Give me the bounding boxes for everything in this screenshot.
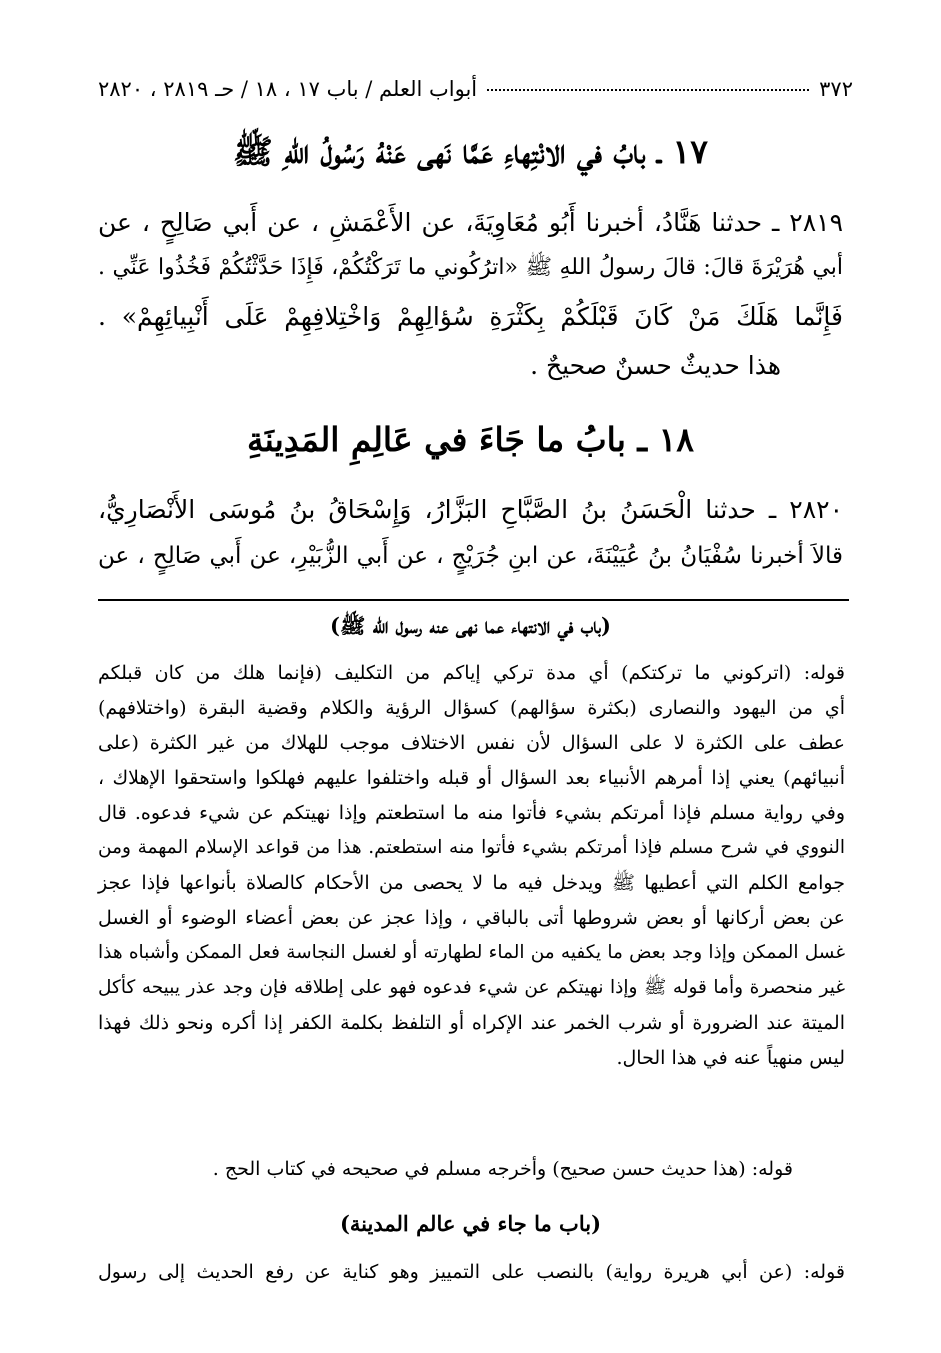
commentary-line: قوله: (عن أبي هريرة رواية) بالنصب على التمييز وهو كناية عن رفع الحديث إلى رسول <box>98 1261 845 1283</box>
header-dot-leader <box>487 88 809 91</box>
running-header <box>98 72 853 106</box>
page-number: ٣٧٢ <box>819 77 853 101</box>
commentary-heading-17: (باب في الانتهاء عما نهى عنه رسول الله ﷺ) <box>330 613 611 638</box>
hadith-2819-line: فَإِنَّما هَلَكَ مَنْ كَانَ قَبْلَكُمْ بِكَثْرَةِ سُؤالِهِمْ وَاخْتِلافِهِمْ عَلَى أَنْبِيائِهِمْ» . <box>98 302 843 331</box>
commentary-line: عن بعض أركانها أو بعض شروطها أتى بالباقي ، وإذا عجز عن بعض أعضاء الوضوء أو الغسل <box>98 907 845 929</box>
chapter-17-title: ١٧ ـ بابُ في الانْتِهاءِ عَمَّا نَهى عَنْهُ رَسُولُ اللهِ ﷺ <box>233 132 708 171</box>
commentary-line: جوامع الكلم التي أعطيها ﷺ ويدخل فيه ما لا يحصى من الأحكام كالصلاة بأنواعها فإذا عجز <box>98 872 845 894</box>
commentary-line: غير منحصرة وأما قوله ﷺ وإذا نهيتكم عن شيء فدعوه فهو على إطلاقه فإن وجد عذر يبيحه كأكل <box>98 977 845 998</box>
running-title: أبواب العلم / باب ١٧ ، ١٨ / حـ ٢٨١٩ ، ٢٨٢٠ <box>98 77 478 101</box>
commentary-line: الميتة عند الضرورة أو شرب الخمر عند الإكراه أو التلفظ بكلمة الكفر إذا أكره ونحو ذلك فهذا <box>98 1012 845 1034</box>
commentary-heading-18: (باب ما جاء في عالم المدينة) <box>339 1211 602 1236</box>
hadith-2820-line: قالاَ أخبرنا سُفْيَانُ بنُ عُيَيْنَةَ، عن ابنِ جُرَيْجٍ ، عن أَبي الزُّبَيْرِ، عن أَبي صَالِحٍ ، عن <box>98 543 843 569</box>
commentary-line: أنبيائهم) يعني إذا أمرهم الأنبياء بعد السؤال أو قبله واختلفوا عليهم فهلكوا واستحقوا الإهلاك ، <box>98 767 845 789</box>
commentary-line: غسل الممكن وإذا وجد بعض ما يكفيه من الماء لطهارته أو لغسل النجاسة فعل الممكن وأشباه هذا <box>98 942 845 963</box>
hadith-2820-line: ٢٨٢٠ ـ حدثنا الْحَسَنُ بنُ الصَّبَّاحِ البَزَّارُ، وَإِسْحَاقُ بنُ مُوسَى الأَنْصَارِيُّ، <box>98 495 843 524</box>
hadith-2819-grading: هذا حديثٌ حسنٌ صحيحٌ . <box>530 351 781 380</box>
chapter-18-title: ١٨ ـ بابُ ما جَاءَ في عَالِمِ المَدِينَةِ <box>246 420 695 459</box>
hadith-2819-line: أبي هُرَيْرَةَ قالَ: قالَ رسولُ اللهِ ﷺ «اترُكُوني ما تَرَكْتُكُمْ، فَإِذَا حَدَّثْتُكُمْ فَخُذُوا عَنِّي . <box>98 255 843 280</box>
commentary-line: عطف على الكثرة لا على السؤال لأن نفس الاختلاف موجب للهلاك من غير الكثرة (على <box>98 732 845 754</box>
commentary-line: ليس منهياً عنه في هذا الحال. <box>616 1047 845 1069</box>
commentary-grading-note: قوله: (هذا حديث حسن صحيح) وأخرجه مسلم في صحيحه في كتاب الحج . <box>212 1158 793 1180</box>
footnote-separator <box>98 599 849 601</box>
hadith-2819-line: ٢٨١٩ ـ حدثنا هَنَّادُ، أخبرنا أَبُو مُعَاوِيَةَ، عن الأَعْمَشِ ، عن أَبي صَالِحٍ ، عن <box>98 208 843 237</box>
commentary-line: النووي في شرح مسلم فإذا أمرتكم بشيء فأتوا منه استطعتم. هذا من قواعد الإسلام المهمة ومن <box>98 837 845 858</box>
commentary-line: وفي رواية مسلم فإذا أمرتكم بشيء فأتوا منه ما استطعتم وإذا نهيتكم عن شيء فدعوه. قال <box>98 802 845 824</box>
commentary-line: أي من اليهود والنصارى (بكثرة سؤالهم) كسؤال الرؤية والكلام وقضية البقرة (واختلافهم) <box>98 697 845 719</box>
commentary-line: قوله: (اتركوني ما تركتكم) أي مدة تركي إياكم من التكليف (فإنما هلك من كان قبلكم <box>98 662 845 684</box>
